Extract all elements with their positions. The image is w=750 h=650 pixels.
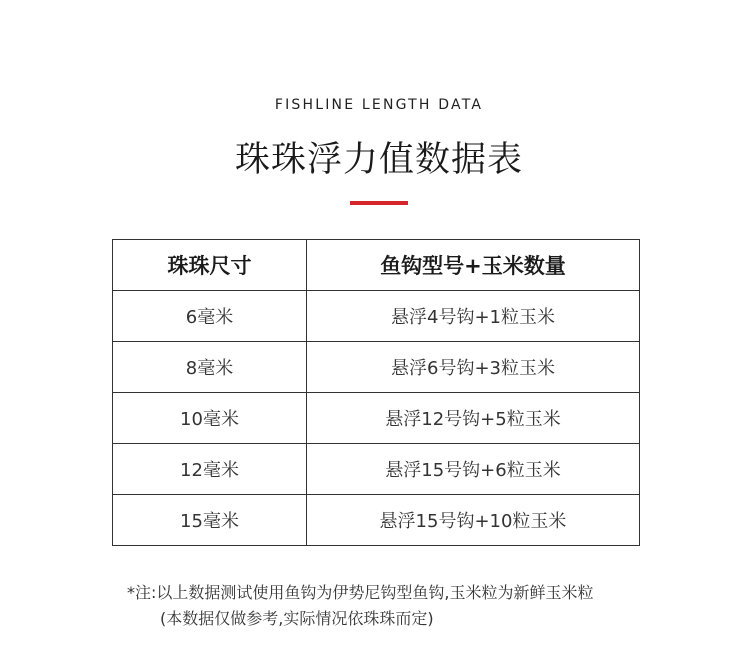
table-row (113, 495, 640, 546)
column-header-hook-corn: 鱼钩型号+玉米数量 (307, 240, 640, 291)
cell-bead-size: 10毫米 (113, 393, 307, 444)
column-header-bead-size: 珠珠尺寸 (113, 240, 307, 291)
cell-hook-corn: 悬浮4号钩+1粒玉米 (307, 291, 640, 342)
page-title: 珠珠浮力值数据表 (234, 140, 523, 180)
cell-bead-size: 8毫米 (113, 342, 307, 393)
cell-hook-corn: 悬浮6号钩+3粒玉米 (307, 342, 640, 393)
table-row (113, 393, 640, 444)
footnote-line-2: (本数据仅做参考,实际情况依珠珠而定) (160, 609, 434, 628)
accent-divider (350, 201, 408, 205)
cell-bead-size: 6毫米 (113, 291, 307, 342)
cell-bead-size: 12毫米 (113, 444, 307, 495)
table-row (113, 291, 640, 342)
footnote-line-1: *注:以上数据测试使用鱼钩为伊势尼钩型鱼钩,玉米粒为新鲜玉米粒 (127, 583, 594, 602)
table-row (113, 444, 640, 495)
cell-hook-corn: 悬浮15号钩+10粒玉米 (307, 495, 640, 546)
cell-hook-corn: 悬浮15号钩+6粒玉米 (307, 444, 640, 495)
table-header-row (113, 240, 640, 291)
data-table (112, 239, 640, 546)
page-subtitle: FISHLINE LENGTH DATA (274, 97, 484, 113)
table-row (113, 342, 640, 393)
cell-hook-corn: 悬浮12号钩+5粒玉米 (307, 393, 640, 444)
cell-bead-size: 15毫米 (113, 495, 307, 546)
